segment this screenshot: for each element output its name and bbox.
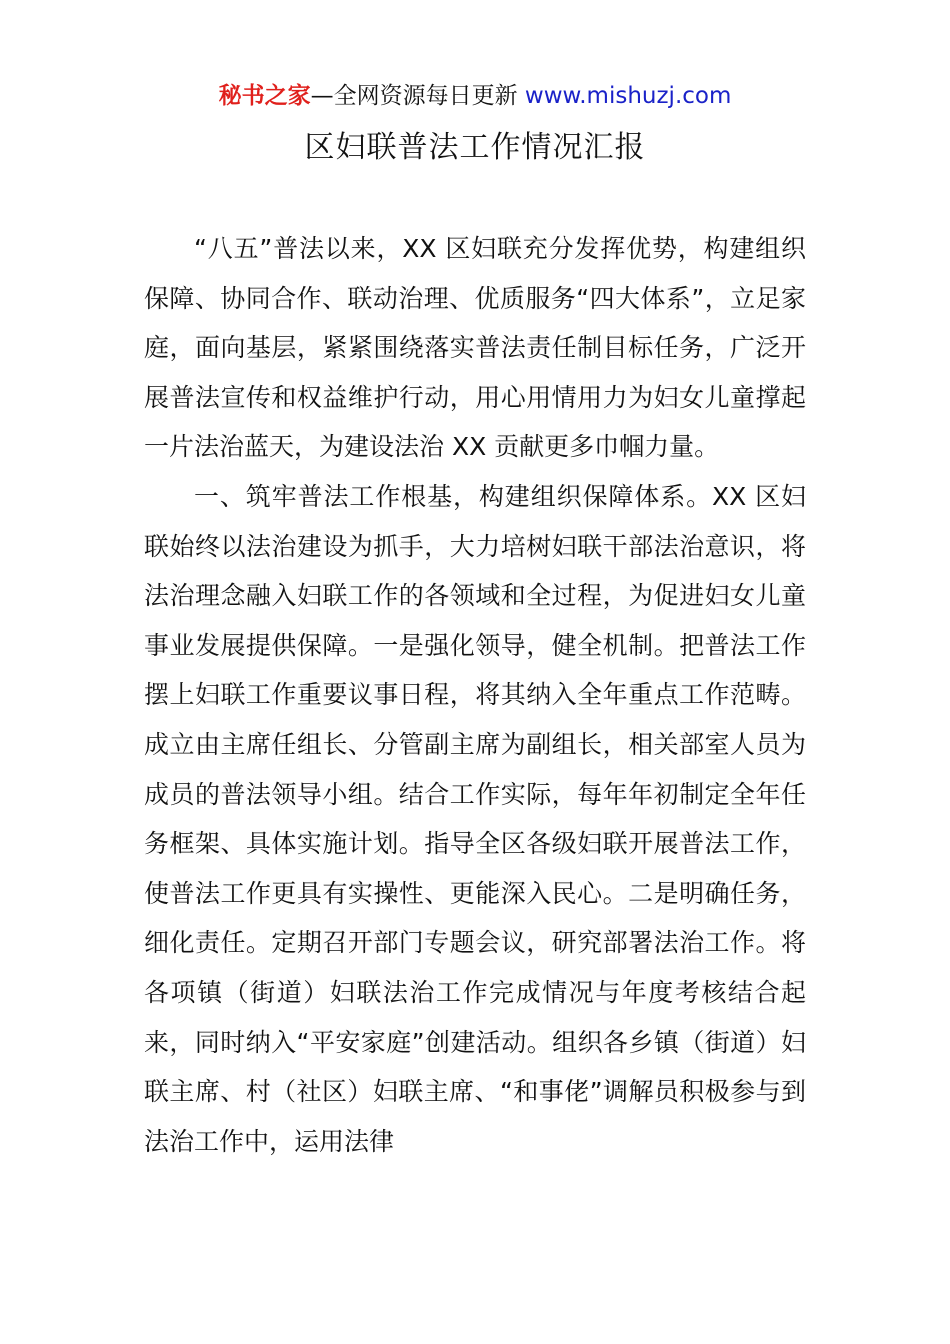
site-brand: 秘书之家 [218,83,311,109]
paragraph-section-one: 一、筑牢普法工作根基，构建组织保障体系。XX 区妇联始终以法治建设为抓手，大力培树妇联干部法治意识，将法治理念融入妇联工作的各领域和全过程，为促进妇女儿童事业发展提供保障。一是强化领导，健全机制。把普法工作摆上妇联工作重要议事日程，将其纳入全年重点工作范畴。成立由主席任组长、分管副主席为副组长，相关部室人员为成员的普法领导小组。结合工作实际，每年年初制定全年任务框架、具体实施计划。指导全区各级妇联开展普法工作，使普法工作更具有实操性、更能深入民心。二是明确任务，细化责任。定期召开部门专题会议，研究部署法治工作。将各项镇（街道）妇联法治工作完成情况与年度考核结合起来，同时纳入“平安家庭”创建活动。组织各乡镇（街道）妇联主席、村（社区）妇联主席、“和事佬”调解员积极参与到法治工作中，运用法律 [144,481,806,1156]
document-body [144,224,806,1166]
site-slogan: —全网资源每日更新 [310,83,525,109]
paragraph-intro: “八五”普法以来，XX 区妇联充分发挥优势，构建组织保障、协同合作、联动治理、优质服务“四大体系”，立足家庭，面向基层，紧紧围绕落实普法责任制目标任务，广泛开展普法宣传和权益维护行动，用心用情用力为妇女儿童撑起一片法治蓝天，为建设法治 XX 贡献更多巾帼力量。 [144,234,806,462]
document-title: 区妇联普法工作情况汇报 [304,130,646,165]
site-url-link[interactable]: www.mishuzj.com [524,83,732,109]
site-header [0,80,950,112]
